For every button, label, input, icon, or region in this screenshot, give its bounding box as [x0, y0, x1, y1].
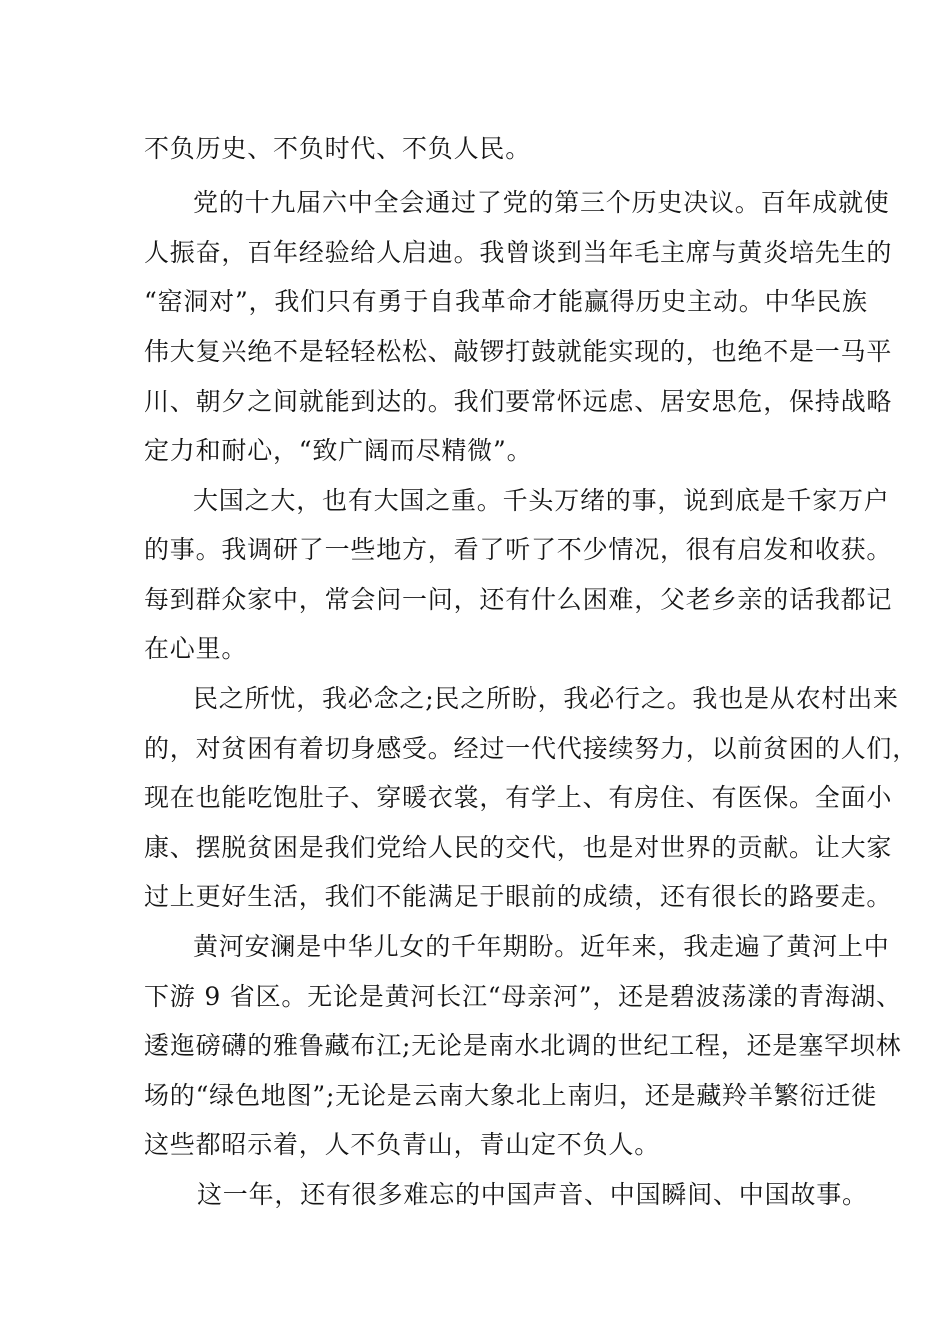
paragraph-line: 下游 9 省区。无论是黄河长江“母亲河”，还是碧波荡漾的青海湖、 [144, 982, 902, 1011]
paragraph-line: 每到群众家中，常会问一问，还有什么困难，父老乡亲的话我都记 [144, 585, 893, 614]
paragraph-line: 在心里。 [144, 634, 248, 663]
paragraph-line: 逶迤磅礴的雅鲁藏布江;无论是南水北调的世纪工程，还是塞罕坝林 [144, 1031, 902, 1060]
paragraph-line: “窑洞对”，我们只有勇于自我革命才能赢得历史主动。中华民族 [144, 287, 868, 316]
paragraph-line: 伟大复兴绝不是轻轻松松、敲锣打鼓就能实现的，也绝不是一马平 [144, 337, 893, 366]
paragraph-line: 民之所忧，我必念之;民之所盼，我必行之。我也是从农村出来 [193, 684, 899, 713]
paragraph-line: 定力和耐心，“致广阔而尽精微”。 [144, 436, 533, 465]
paragraph-line: 这些都昭示着，人不负青山，青山定不负人。 [144, 1130, 661, 1159]
paragraph-line: 川、朝夕之间就能到达的。我们要常怀远虑、居安思危，保持战略 [144, 387, 893, 416]
paragraph-line: 场的“绿色地图”;无论是云南大象北上南归，还是藏羚羊繁衍迁徙 [144, 1081, 877, 1110]
paragraph-line: 党的十九届六中全会通过了党的第三个历史决议。百年成就使 [193, 188, 890, 217]
paragraph-line: 的，对贫困有着切身感受。经过一代代接续努力，以前贫困的人们， [144, 734, 919, 763]
paragraph-line: 不负历史、不负时代、不负人民。 [144, 134, 532, 163]
paragraph-line: 这一年，还有很多难忘的中国声音、中国瞬间、中国故事。 [197, 1180, 868, 1209]
paragraph-line: 黄河安澜是中华儿女的千年期盼。近年来，我走遍了黄河上中 [193, 932, 890, 961]
paragraph-line: 康、摆脱贫困是我们党给人民的交代，也是对世界的贡献。让大家 [144, 833, 893, 862]
paragraph-line: 过上更好生活，我们不能满足于眼前的成绩，还有很长的路要走。 [144, 882, 893, 911]
paragraph-line: 大国之大，也有大国之重。千头万绪的事，说到底是千家万户 [193, 486, 890, 515]
paragraph-line: 的事。我调研了一些地方，看了听了不少情况，很有启发和收获。 [144, 535, 893, 564]
paragraph-line: 现在也能吃饱肚子、穿暖衣裳，有学上、有房住、有医保。全面小 [144, 783, 893, 812]
paragraph-line: 人振奋，百年经验给人启迪。我曾谈到当年毛主席与黄炎培先生的 [144, 238, 893, 267]
